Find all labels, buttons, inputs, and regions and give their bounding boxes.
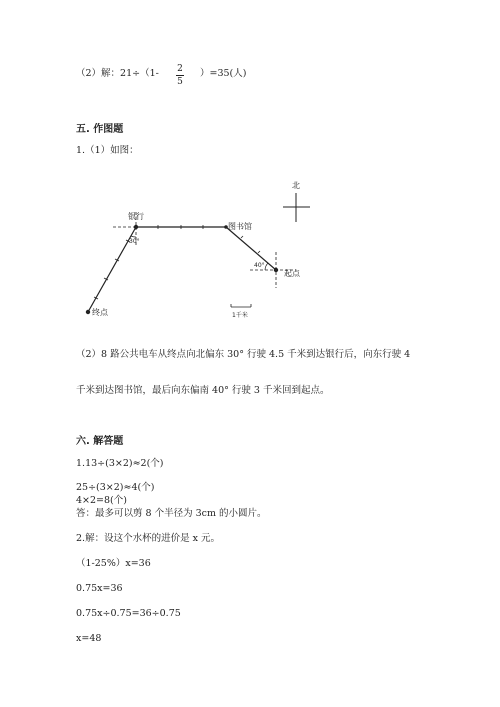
fraction-numerator: 2 <box>177 64 183 74</box>
section-5-q2-line2: 千米到达图书馆，最后向东偏南 40° 行驶 3 千米回到起点。 <box>76 385 330 396</box>
section-5-q1: 1.（1）如图： <box>76 145 139 156</box>
answer-line: 0.75x÷0.75=36÷0.75 <box>76 608 181 619</box>
bank-point <box>134 225 138 229</box>
section-5-q2-line1: （2）8 路公共电车从终点向北偏东 30° 行驶 4.5 千米到达银行后，向东行驶 4 <box>76 349 411 360</box>
answer-line: 1.13÷(3×2)≈2(个) <box>76 458 164 469</box>
start-label: 起点 <box>284 269 300 278</box>
answer-line: 25÷(3×2)≈4(个) <box>76 482 155 493</box>
answer-2-prefix: （2）解：21÷（1- <box>76 68 159 79</box>
library-label: 图书馆 <box>228 222 252 231</box>
angle-30-arc <box>131 236 136 237</box>
section-6-title: 六. 解答题 <box>76 436 124 447</box>
angle-40-label: 40° <box>254 262 265 269</box>
start-point <box>274 268 278 272</box>
answer-line: 4×2=8(个) <box>76 495 127 506</box>
north-label: 北 <box>292 181 300 190</box>
answer-2-suffix: ）=35(人) <box>200 68 247 79</box>
section-5-title: 五. 作图题 <box>76 124 124 135</box>
route-ticks-3 <box>241 236 260 253</box>
angle-30-label: 30° <box>129 238 140 245</box>
angle-40-arc <box>265 263 268 270</box>
end-label: 终点 <box>92 308 108 317</box>
end-point <box>86 310 90 314</box>
route-library-to-start <box>226 227 276 270</box>
answer-line: 答：最多可以剪 8 个半径为 3cm 的小圆片。 <box>76 508 267 519</box>
bank-label: 银行 <box>128 212 144 221</box>
fraction-denominator: 5 <box>177 77 183 87</box>
answer-line: 0.75x=36 <box>76 583 123 594</box>
scale-label: 1千米 <box>232 312 248 319</box>
answer-line: （1-25%）x=36 <box>76 558 151 569</box>
answer-line: x=48 <box>76 633 102 644</box>
answer-line: 2.解：设这个水杯的进价是 x 元。 <box>76 533 220 544</box>
